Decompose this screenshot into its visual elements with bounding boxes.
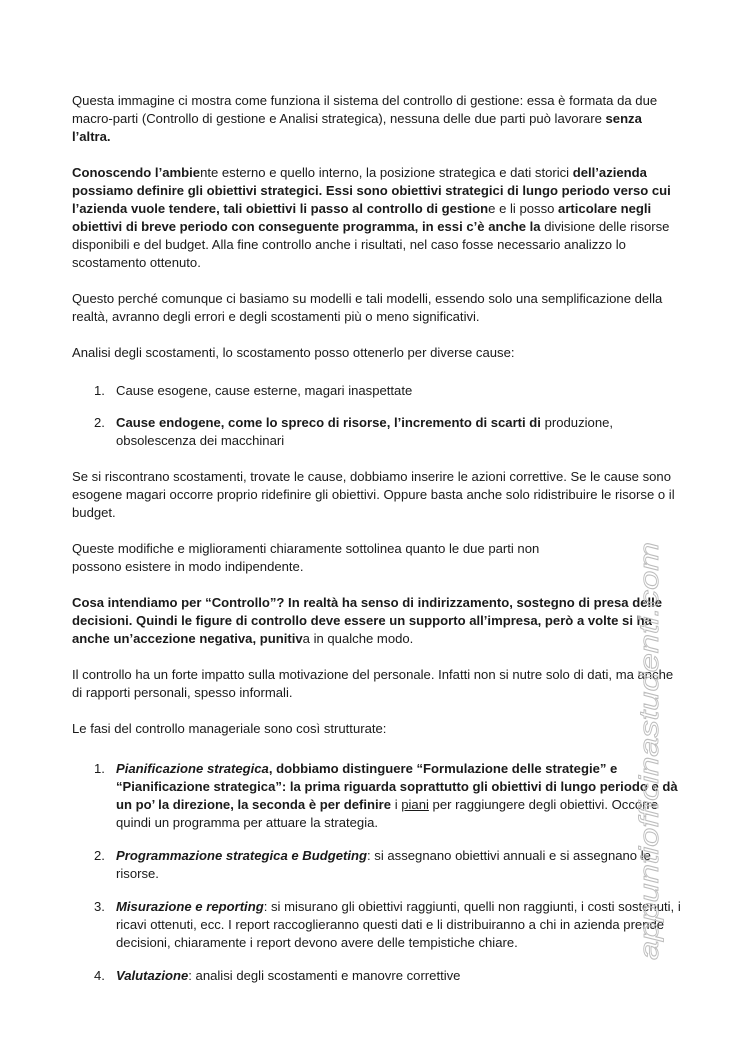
phase-title: Valutazione <box>116 968 189 983</box>
bold-text: Cosa intendiamo per “Controllo”? In realtà ha senso di indirizzamento, sostegno di presa delle decisioni. Quindi le figure di controllo deve essere un supporto all’impresa, però a volte si ha anche un’accezione negativa, punitiv <box>72 595 663 646</box>
bold-text: senza l’altra. <box>72 111 642 144</box>
text: divisione delle risorse disponibili e del budget. Alla fine controllo anche i risultati, nel caso fosse necessario analizzo lo scostamento ottenuto. <box>72 219 670 270</box>
paragraph-phases-intro: Le fasi del controllo manageriale sono così strutturate: <box>72 721 387 736</box>
paragraph-modifications: Queste modifiche e miglioramenti chiaramente sottolinea quanto le due parti non possono esistere in modo indipendente. <box>72 541 540 574</box>
bold-text: Cause endogene, come lo spreco di risorse, l’incremento di scarti di <box>116 415 541 430</box>
list-item <box>72 898 682 952</box>
list-number: 1. <box>94 761 105 776</box>
text: per raggiungere degli obiettivi. Occorre quindi un programma per attuare la strategia. <box>116 797 659 830</box>
text: Questa immagine ci mostra come funziona il sistema del controllo di gestione: essa è formata da due macro-parti (Controllo di gestione e Analisi strategica), nessuna delle due parti può lavorare <box>72 93 658 126</box>
list-number: 3. <box>94 899 105 914</box>
paragraph-variance-analysis: Analisi degli scostamenti, lo scostamento posso ottenerlo per diverse cause: <box>72 345 515 360</box>
bold-text: dell’azienda possiamo definire gli obiettivi strategici. Essi sono obiettivi strategici di lungo periodo verso cui l’azienda vuole tendere, tali obiettivi li passo al controllo di gestion <box>72 165 671 216</box>
list-item <box>72 760 682 832</box>
paragraph-environment <box>72 164 682 272</box>
bold-text: articolare negli obiettivi di breve periodo con conseguente programma, in essi c’è anche la <box>72 201 652 234</box>
paragraph-control-definition <box>72 594 682 648</box>
paragraph-models: Questo perché comunque ci basiamo su modelli e tali modelli, essendo solo una semplificazione della realtà, avranno degli errori e degli scostamenti più o meno significativi. <box>72 291 663 324</box>
phase-title: Programmazione strategica e Budgeting <box>116 848 368 863</box>
phase-title: Pianificazione strategica <box>116 761 269 776</box>
list-item <box>72 967 682 985</box>
list-text: Cause esogene, cause esterne, magari inaspettate <box>116 383 413 398</box>
list-item <box>72 382 682 400</box>
paragraph-corrective-actions: Se si riscontrano scostamenti, trovate le cause, dobbiamo inserire le azioni correttive. Se le cause sono esogene magari occorre proprio ridefinire gli obiettivi. Oppure basta anche solo ridistribuire le risorse o il budget. <box>72 469 675 520</box>
list-text: : si assegnano obiettivi annuali e si assegnano le risorse. <box>116 848 651 881</box>
phases-list <box>72 760 682 985</box>
list-number: 2. <box>94 848 105 863</box>
phase-title: Misurazione e reporting <box>116 899 264 914</box>
list-text: : analisi degli scostamenti e manovre correttive <box>188 968 461 983</box>
list-item <box>72 414 682 450</box>
text: nte esterno e quello interno, la posizione strategica e dati storici <box>200 165 573 180</box>
paragraph-intro <box>72 92 682 146</box>
watermark-text: appuntiofficinastudenti.com <box>634 632 664 960</box>
paragraph-motivation: Il controllo ha un forte impatto sulla motivazione del personale. Infatti non si nutre solo di dati, ma anche di rapporti personali, spesso informali. <box>72 667 674 700</box>
text: e e li posso <box>488 201 559 216</box>
list-text: produzione, obsolescenza dei macchinari <box>116 415 614 448</box>
list-number: 2. <box>94 415 105 430</box>
document-page <box>72 92 682 1003</box>
list-number: 1. <box>94 383 105 398</box>
text: i <box>394 797 402 812</box>
list-text: : si misurano gli obiettivi raggiunti, quelli non raggiunti, i costi sostenuti, i ricavi ottenuti, ecc. I report raccoglieranno questi dati e li distribuiranno a chi in azienda prende decisioni, chiaramente i report devono avere delle tempistiche chiare. <box>116 899 681 950</box>
bold-text: , dobbiamo distinguere “Formulazione delle strategie” e “Pianificazione strategica”: la prima riguarda soprattutto gli obiettivi di lungo periodo e dà un po’ la direzione, la seconda è per definire <box>116 761 678 812</box>
bold-text: Conoscendo l’ambie <box>72 165 201 180</box>
causes-list <box>72 382 682 450</box>
watermark-graphic <box>614 540 674 960</box>
list-item <box>72 847 682 883</box>
list-number: 4. <box>94 968 105 983</box>
watermark <box>614 540 674 960</box>
text: a in qualche modo. <box>302 631 414 646</box>
underlined-text: piani <box>401 797 429 812</box>
